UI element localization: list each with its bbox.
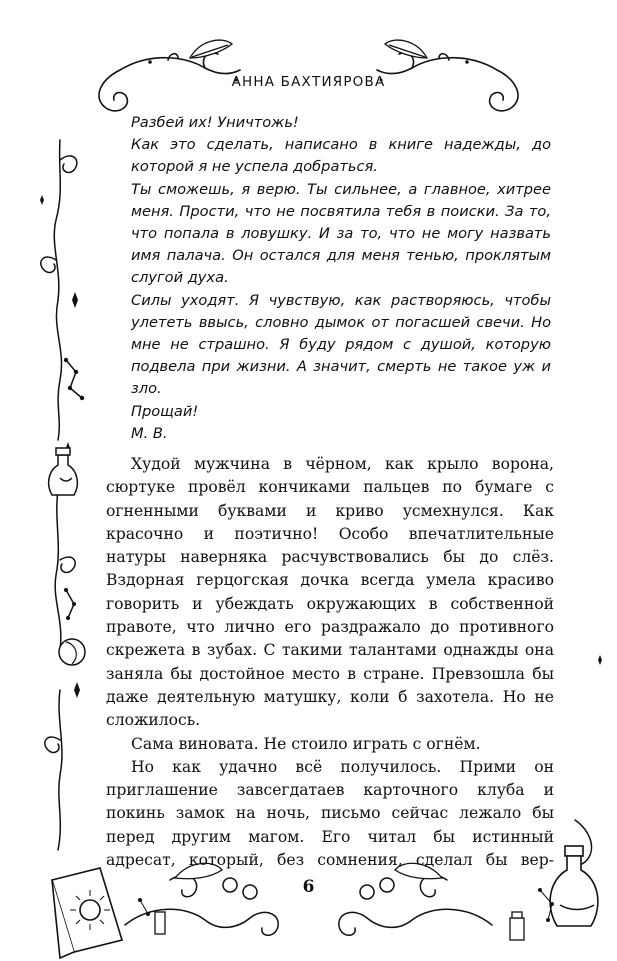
letter-text	[131, 112, 551, 445]
body-text	[106, 453, 554, 872]
paragraph: Но как удачно всё получилось. Прими он приглашение завсегдатаев карточного клуба и покинь замок на ночь, письмо сейчас лежало бы перед другим магом. Его читал бы истинный адресат, который, без сомнения, сделал бы вер-	[106, 757, 554, 870]
page-number: 6	[302, 877, 315, 897]
running-header-author: АННА БАХТИЯРОВА	[231, 74, 386, 90]
star-icon	[598, 655, 602, 665]
paragraph: Худой мужчина в чёрном, как крыло ворона, сюртуке провёл кончиками пальцев по бумаге с огненными буквами и криво усмехнулся. Как красочно и поэтично! Особо впечатлительные натуры наверняка расчувствовались бы до слёз. Вздорная герцогская дочка всегда умела красиво говорить и убеждать окружающих в собственной правоте, что лично его раздражало до противного скрежета в зубах. С такими талантами однажды она заняла бы достойное место в стране. Превзошла бы даже деятельную матушку, коли б захотела. Но не сложилось.	[106, 455, 554, 730]
paragraph: Сама виновата. Не стоило играть с огнём.	[131, 734, 481, 753]
letter-line: Силы уходят. Я чувствую, как растворяюсь, чтобы улететь ввысь, словно дымок от погасшей свечи. Но мне не страшно. Я буду рядом с душой, которую подвела при жизни. А значит, смерть не такое уж и зло.	[131, 291, 551, 398]
letter-signature: М. В.	[131, 424, 168, 442]
letter-line: Разбей их! Уничтожь!	[131, 114, 299, 131]
letter-line: Как это сделать, написано в книге надежды, до которой я не успела добраться.	[131, 136, 551, 176]
letter-line: Ты сможешь, я верю. Ты сильнее, а главное, хитрее меня. Прости, что не посвятила тебя в поиски. За то, что попала в ловушку. И за то, что не могу назвать имя палача. Он остался для меня тенью, проклятым слугой духа.	[131, 180, 551, 287]
letter-farewell: Прощай!	[131, 402, 199, 420]
